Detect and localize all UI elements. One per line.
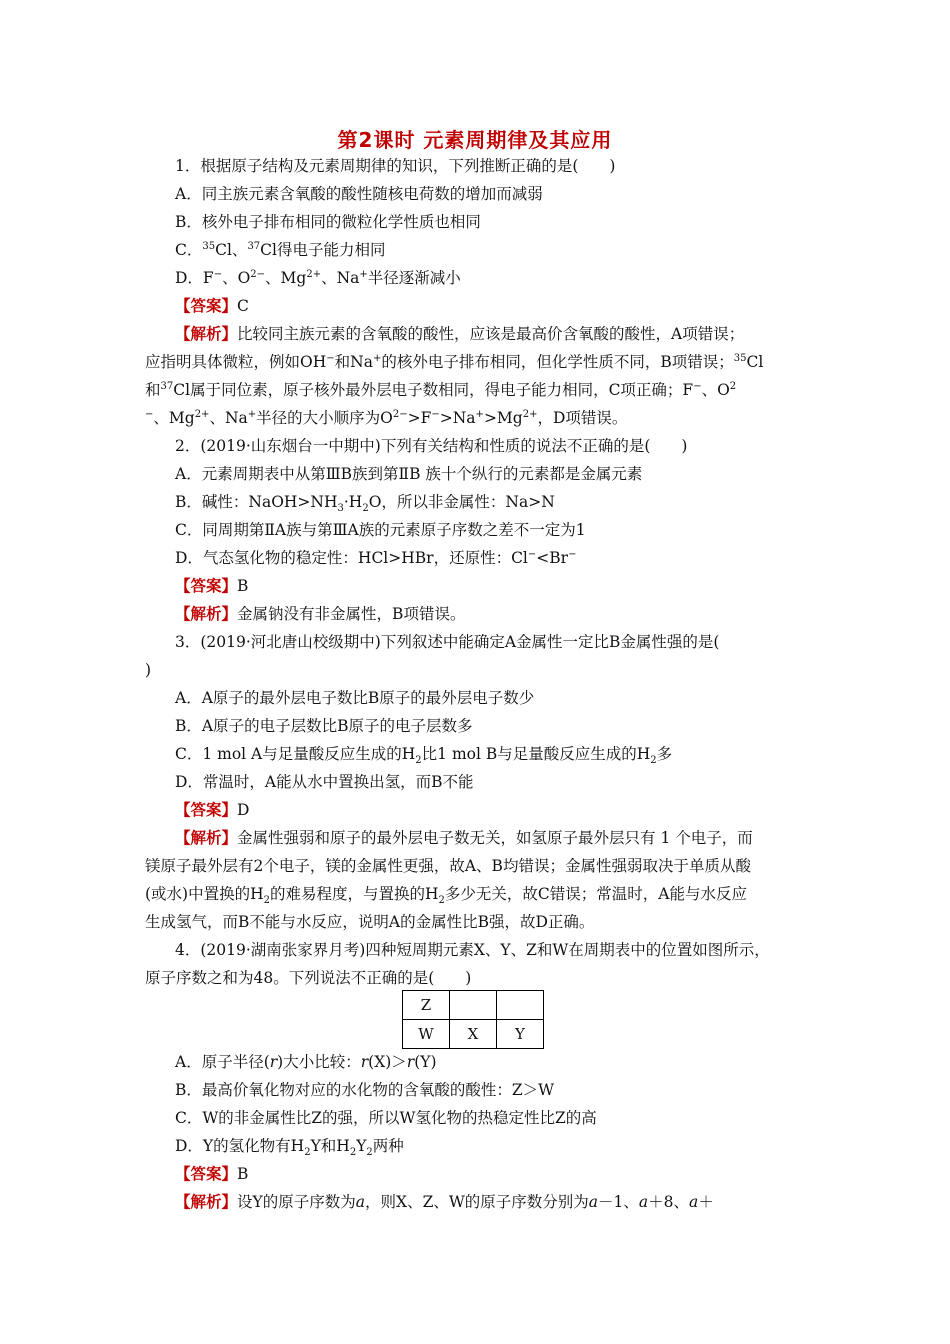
- question-4-stem: 4．(2019·湖南张家界月考)四种短周期元素X、Y、Z和W在周期表中的位置如图所示，: [175, 941, 770, 959]
- q1-answer: 【答案】C: [175, 296, 249, 315]
- q3-analysis-line-1: 【解析】金属性强弱和原子的最外层电子数无关，如氢原子最外层只有 1 个电子，而: [175, 828, 753, 847]
- q1-option-c: C．$^{35}$Cl、$^{37}$Cl得电子能力相同: [175, 240, 386, 259]
- q3-option-c: C．1 mol A与足量酸反应生成的$H_2$比1 mol B与足量酸反应生成的$H_2$多: [175, 745, 673, 767]
- q4-option-c: C．W的非金属性比Z的强，所以W氢化物的热稳定性比Z的高: [175, 1109, 597, 1127]
- q3-option-a: A．A原子的最外层电子数比B原子的最外层电子数少: [175, 689, 535, 707]
- question-2-stem: 2．(2019·山东烟台一中期中)下列有关结构和性质的说法不正确的是( ): [175, 437, 688, 455]
- q2-option-d: D．气态氢化物的稳定性：HCl>HBr，还原性：Cl−<Br−: [175, 548, 577, 567]
- q1-option-a: A．同主族元素含氧酸的酸性随核电荷数的增加而减弱: [175, 185, 543, 203]
- q3-analysis-line-4: 生成氢气，而B不能与水反应，说明A的金属性比B强，故D正确。: [145, 913, 595, 931]
- question-3-stem-cont: ): [145, 661, 152, 679]
- q2-analysis: 【解析】金属钠没有非金属性，B项错误。: [175, 604, 466, 623]
- question-4-stem-cont: 原子序数之和为48。下列说法不正确的是( ): [145, 969, 472, 987]
- table-cell: Z: [403, 991, 450, 1020]
- table-cell: [497, 991, 544, 1020]
- q4-option-d: D．Y的氢化物有$H_2Y$和$H_2Y_2$两种: [175, 1137, 404, 1159]
- table-cell: X: [450, 1020, 497, 1049]
- q1-analysis-line-3: 和$^{37}$Cl属于同位素，原子核外最外层电子数相同，得电子能力相同，C项正确；F−、$O^2$: [145, 380, 737, 399]
- q1-analysis-line-2: 应指明具体微粒，例如OH−和Na+的核外电子排布相同，但化学性质不同，B项错误；$^{35}$Cl: [145, 352, 764, 371]
- q1-analysis-line-4: −、$Mg^{2+}$、Na+半径的大小顺序为$O^{2-}>F^->Na^+>Mg^{2+}$，D项错误。: [145, 408, 628, 427]
- q4-analysis-line-1: 【解析】设Y的原子序数为a，则X、Z、W的原子序数分别为a－1、a＋8、a＋: [175, 1192, 714, 1211]
- table-cell: Y: [497, 1020, 544, 1049]
- periodic-table-fragment: [402, 990, 544, 1049]
- page-title: 第2课时 元素周期律及其应用: [337, 128, 613, 152]
- q4-option-a: A．原子半径(r)大小比较：r(X)＞r(Y): [175, 1053, 437, 1071]
- q3-answer: 【答案】D: [175, 800, 250, 819]
- q1-analysis-line-1: 【解析】比较同主族元素的含氧酸的酸性，应该是最高价含氧酸的酸性，A项错误；: [175, 324, 745, 343]
- q2-answer: 【答案】B: [175, 576, 249, 595]
- table-cell: W: [403, 1020, 450, 1049]
- table-row: [403, 1020, 544, 1049]
- q3-analysis-line-2: 镁原子最外层有2个电子，镁的金属性更强，故A、B均错误；金属性强弱取决于单质从酸: [145, 857, 751, 875]
- q2-option-c: C．同周期第ⅡA族与第ⅢA族的元素原子序数之差不一定为1: [175, 521, 586, 539]
- table-row: [403, 991, 544, 1020]
- q4-answer: 【答案】B: [175, 1164, 249, 1183]
- question-3-stem: 3．(2019·河北唐山校级期中)下列叙述中能确定A金属性一定比B金属性强的是(: [175, 633, 720, 651]
- q3-option-d: D．常温时，A能从水中置换出氢，而B不能: [175, 773, 474, 791]
- q1-option-d: D．F−、$O^{2-}$、$Mg^{2+}$、Na+半径逐渐减小: [175, 268, 461, 287]
- q2-option-a: A．元素周期表中从第ⅢB族到第ⅡB 族十个纵行的元素都是金属元素: [175, 465, 643, 483]
- q2-option-b: B．碱性：$NaOH>NH_3\cdot H_2O$，所以非金属性：Na>N: [175, 493, 555, 515]
- q1-option-b: B．核外电子排布相同的微粒化学性质也相同: [175, 213, 481, 231]
- question-1-stem: 1．根据原子结构及元素周期律的知识，下列推断正确的是( ): [175, 157, 616, 175]
- q3-analysis-line-3: (或水)中置换的$H_2$的难易程度，与置换的$H_2$多少无关，故C错误；常温时，A能与水反应: [145, 885, 747, 907]
- table-cell: [450, 991, 497, 1020]
- q3-option-b: B．A原子的电子层数比B原子的电子层数多: [175, 717, 473, 735]
- q4-option-b: B．最高价氧化物对应的水化物的含氧酸的酸性：Z＞W: [175, 1081, 555, 1099]
